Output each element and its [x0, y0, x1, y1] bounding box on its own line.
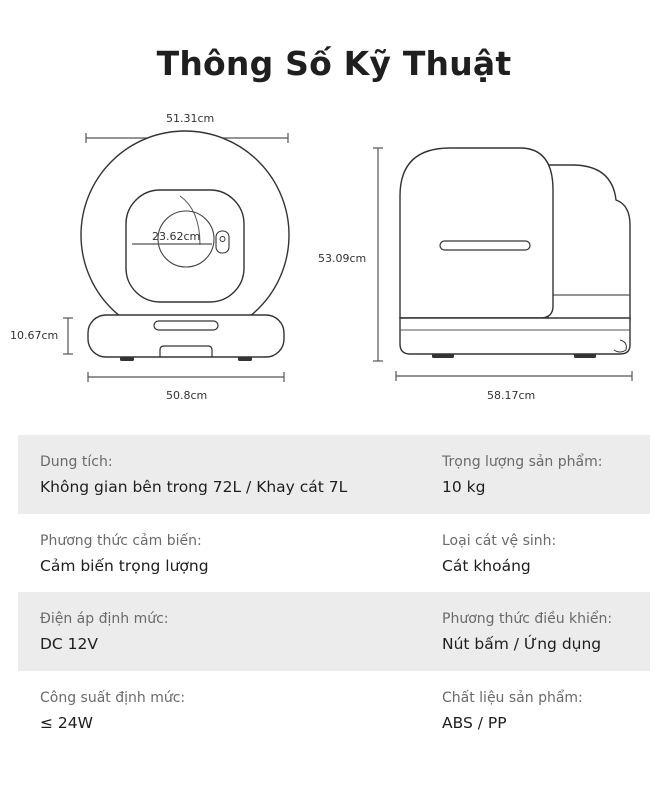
spec-row — [18, 514, 650, 593]
front-width-top-label: 51.31cm — [166, 112, 215, 125]
base-height-label: 10.67cm — [10, 329, 59, 342]
spec-cell — [40, 531, 209, 577]
spec-cell — [442, 452, 602, 498]
spec-value-capacity: Không gian bên trong 72L / Khay cát 7L — [40, 478, 348, 496]
spec-cell — [40, 452, 347, 498]
spec-label-material: Chất liệu sản phẩm: — [442, 689, 583, 706]
spec-label-sensor: Phương thức cảm biến: — [40, 532, 202, 549]
spec-value-voltage: DC 12V — [40, 635, 99, 653]
spec-cell — [442, 688, 583, 734]
spec-value-weight: 10 kg — [442, 478, 486, 496]
spec-cell — [442, 531, 556, 577]
spec-value-material: ABS / PP — [442, 713, 507, 732]
spec-table — [18, 435, 650, 749]
spec-row — [18, 671, 650, 750]
spec-row — [18, 592, 650, 671]
spec-cell — [40, 688, 185, 734]
front-width-bottom-label: 50.8cm — [166, 389, 208, 402]
front-view-drawing — [63, 131, 289, 382]
depth-label: 58.17cm — [487, 389, 536, 402]
spec-cell — [40, 609, 169, 655]
spec-value-sensor: Cảm biến trọng lượng — [40, 556, 209, 575]
spec-label-litter: Loại cát vệ sinh: — [442, 532, 557, 549]
spec-value-control: Nút bấm / Ứng dụng — [442, 635, 602, 653]
spec-label-power: Công suất định mức: — [40, 689, 186, 706]
spec-row — [18, 435, 650, 514]
spec-cell — [442, 609, 612, 655]
spec-value-litter: Cát khoáng — [442, 556, 531, 575]
spec-label-weight: Trọng lượng sản phẩm: — [442, 454, 603, 470]
height-label: 53.09cm — [318, 252, 367, 265]
spec-label-control: Phương thức điều khiển: — [442, 611, 613, 627]
side-view-drawing — [373, 148, 632, 381]
spec-label-voltage: Điện áp định mức: — [40, 611, 169, 627]
window-diameter-label: 23.62cm — [152, 230, 201, 243]
page-title: Thông Số Kỹ Thuật — [156, 44, 512, 83]
spec-value-power: ≤ 24W — [40, 713, 93, 732]
spec-label-capacity: Dung tích: — [40, 454, 113, 470]
